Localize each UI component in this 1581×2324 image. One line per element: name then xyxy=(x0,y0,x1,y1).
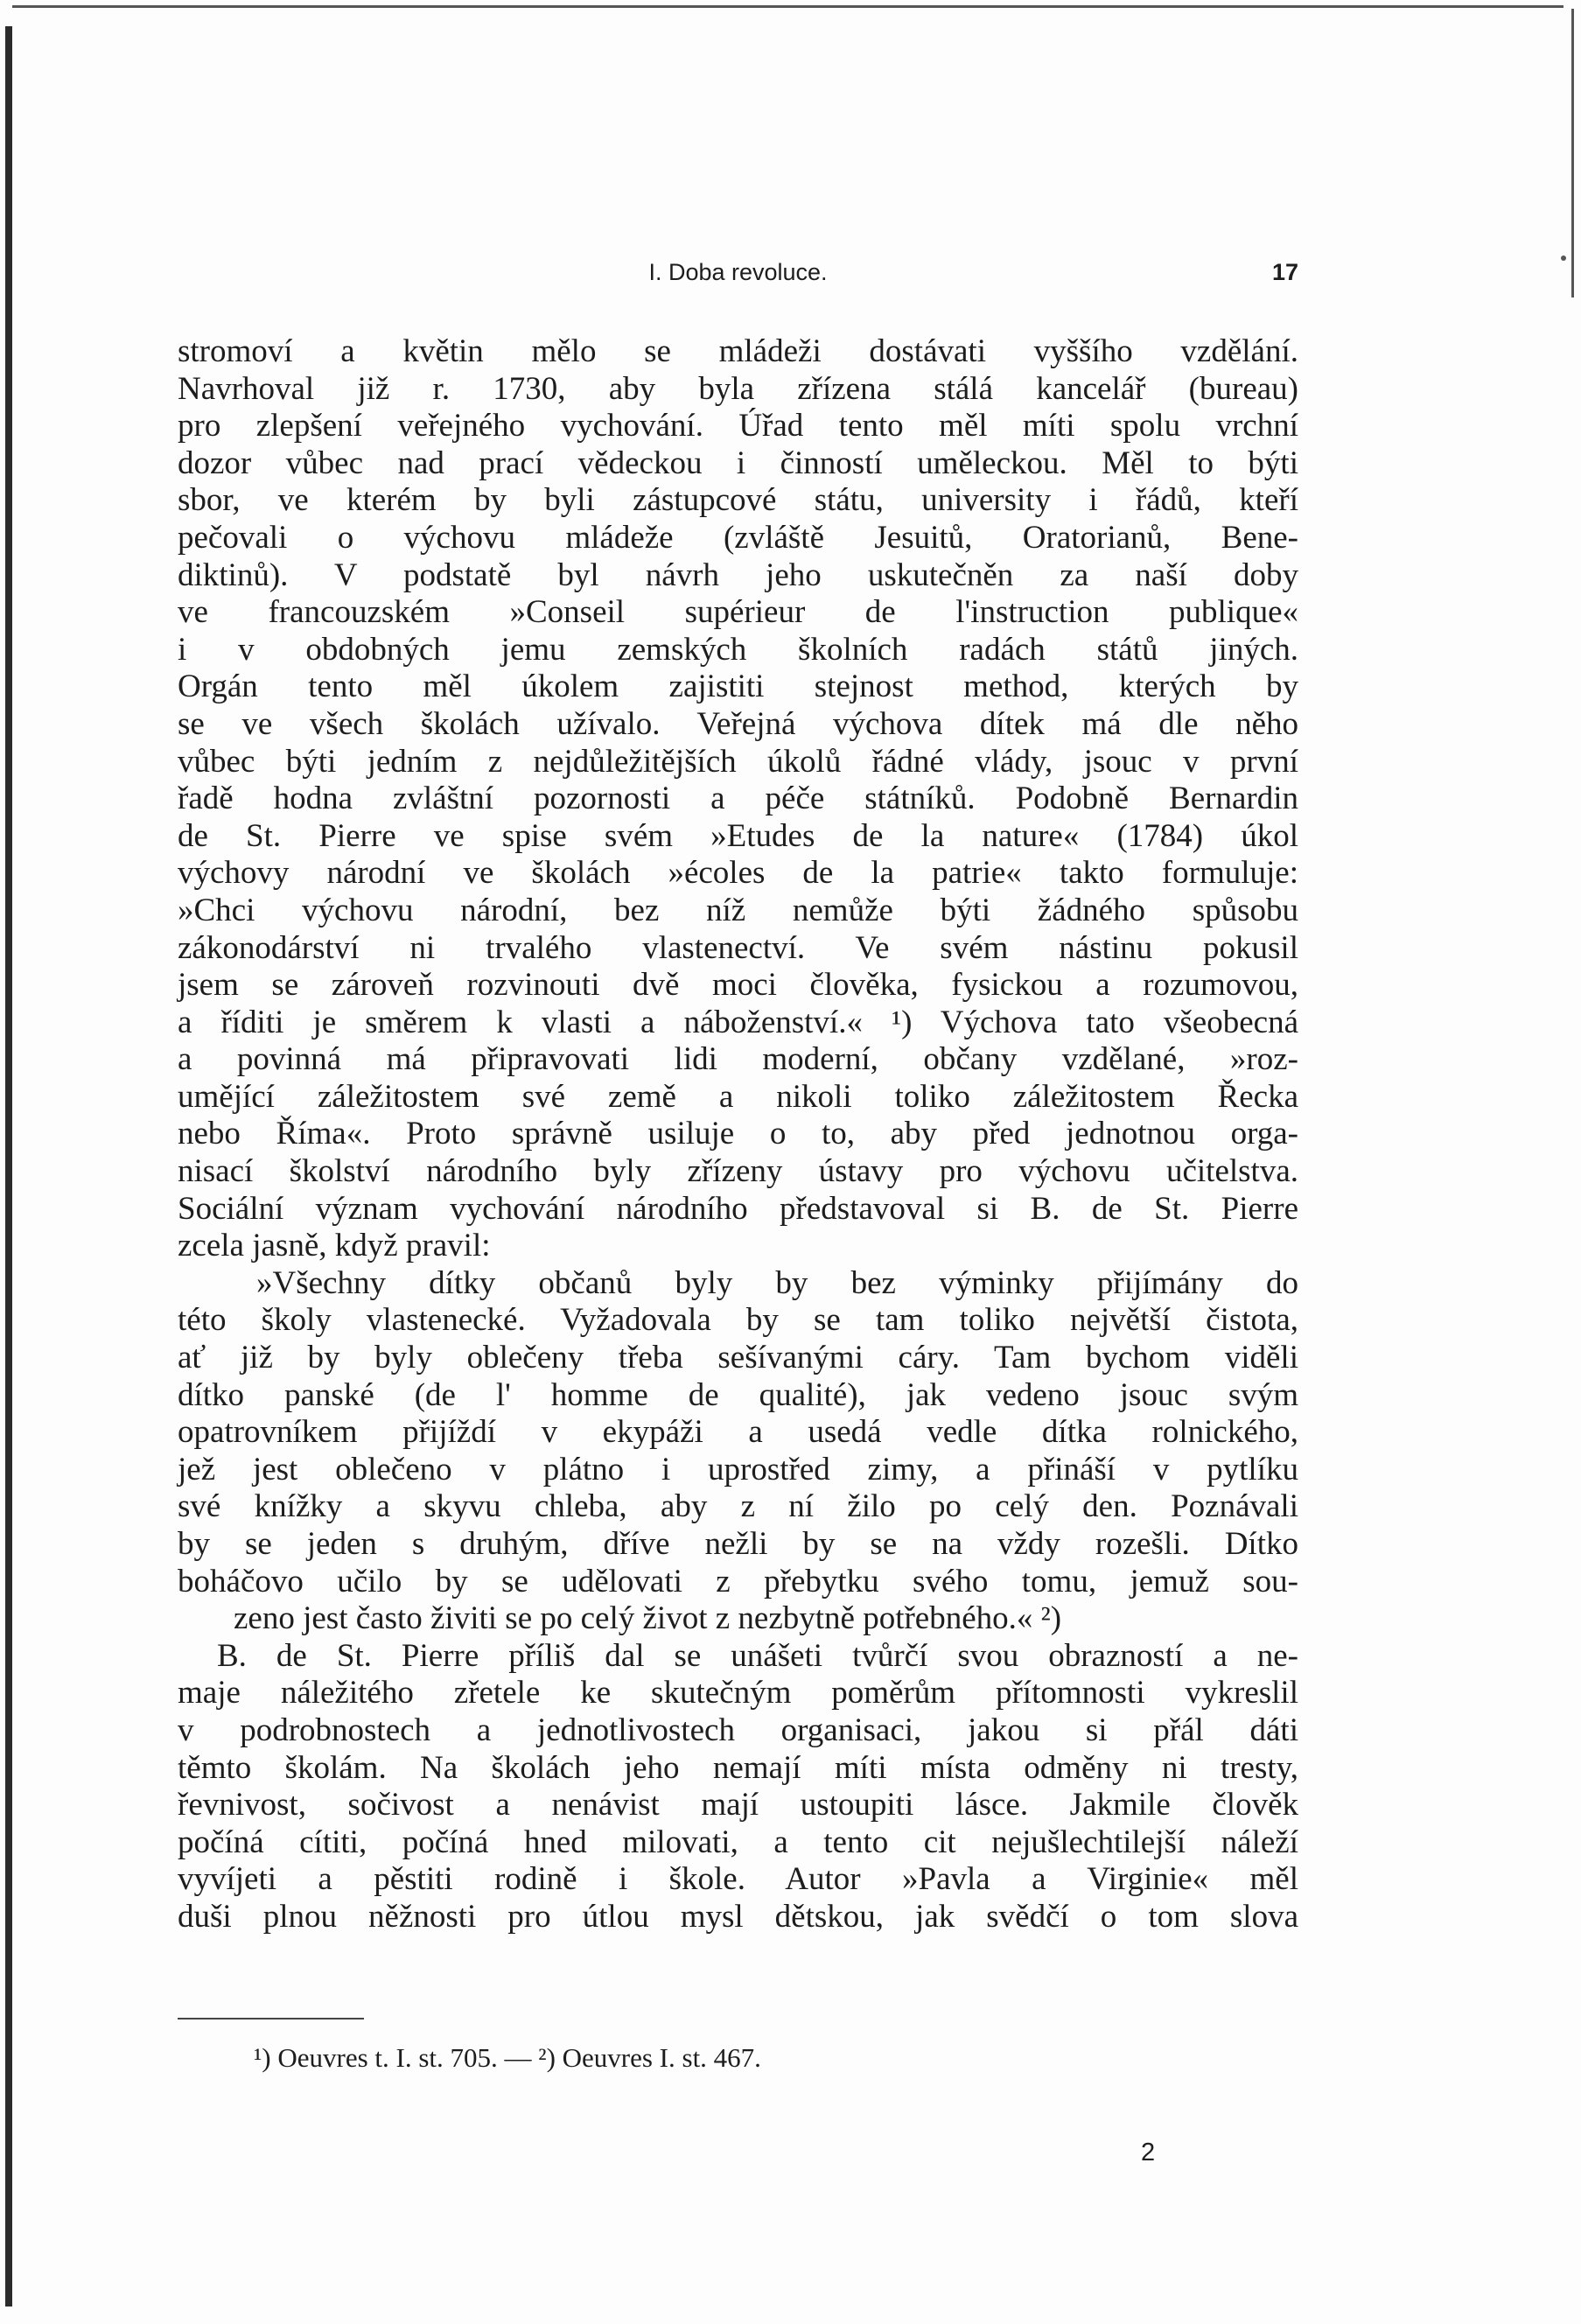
chapter-title: I. Doba revoluce. xyxy=(648,259,828,285)
text-line: sbor, ve kterém by byli zástupcové státu, university i řádů, kteří xyxy=(178,482,1298,519)
text-line: zeno jest často živiti se po celý život z nezbytně potřebného.« ²) xyxy=(234,1600,1062,1637)
text-line: v podrobnostech a jednotlivostech organisaci, jakou si přál dáti xyxy=(178,1712,1298,1748)
text-line: řadě hodna zvláštní pozornosti a péče státníků. Podobně Bernardin xyxy=(178,780,1298,817)
text-line: této školy vlastenecké. Vyžadovala by se tam toliko největší čistota, xyxy=(178,1302,1298,1339)
text-line: vůbec býti jedním z nejdůležitějších úkolů řádné vlády, jsouc v první xyxy=(178,743,1298,780)
text-line: pečovali o výchovu mládeže (zvláště Jesuitů, Oratorianů, Bene- xyxy=(178,519,1298,556)
text-line: počíná cítiti, počíná hned milovati, a tento cit nejušlechtilejší náleží xyxy=(178,1824,1298,1860)
text-line: Orgán tento měl úkolem zajistiti stejnost method, kterých by xyxy=(178,668,1298,705)
footnote-rule xyxy=(178,2018,364,2020)
scan-edge-top xyxy=(12,5,1564,8)
text-line: maje náležitého zřetele ke skutečným poměrům přítomnosti vykreslil xyxy=(178,1675,1298,1712)
text-line: se ve všech školách užívalo. Veřejná výchova dítek má dle něho xyxy=(178,705,1298,742)
text-line: výchovy národní ve školách »écoles de la patrie« takto formuluje: xyxy=(178,855,1298,892)
text-line: vyvíjeti a pěstiti rodině i škole. Autor »Pavla a Virginie« měl xyxy=(178,1861,1298,1898)
text-line: de St. Pierre ve spise svém »Etudes de la nature« (1784) úkol xyxy=(178,817,1298,854)
scan-speck xyxy=(1561,256,1566,261)
text-line: by se jeden s druhým, dříve nežli by se na vždy rozešli. Dítko xyxy=(178,1526,1298,1562)
text-line: i v obdobných jemu zemských školních radách států jiných. xyxy=(178,631,1298,668)
text-line: diktinů). V podstatě byl návrh jeho uskutečněn za naší doby xyxy=(178,556,1298,593)
text-line: ve francouzském »Conseil supérieur de l'instruction publique« xyxy=(178,594,1298,631)
text-line: Sociální význam vychování národního představoval si B. de St. Pierre xyxy=(178,1190,1298,1227)
text-line: dozor vůbec nad prací vědeckou i činností uměleckou. Měl to býti xyxy=(178,444,1298,481)
footnotes: ¹) Oeuvres t. I. st. 705. — ²) Oeuvres I. st. 467. xyxy=(254,2042,761,2073)
body-text xyxy=(178,333,1298,1936)
text-line: opatrovníkem přijíždí v ekypáži a usedá vedle dítka rolnického, xyxy=(178,1414,1298,1451)
text-line: těmto školám. Na školách jeho nemají míti místa odměny ni tresty, xyxy=(178,1749,1298,1786)
scan-edge-right xyxy=(1571,9,1574,298)
text-line: umějící záležitostem své země a nikoli toliko záležitostem Řecka xyxy=(178,1078,1298,1115)
text-line: nisací školství národního byly zřízeny ústavy pro výchovu učitelstva. xyxy=(178,1153,1298,1190)
text-line: své knížky a skyvu chleba, aby z ní žilo po celý den. Poznávali xyxy=(178,1488,1298,1525)
text-line: řevnivost, sočivost a nenávist mají ustoupiti lásce. Jakmile člověk xyxy=(178,1787,1298,1824)
text-line: »Všechny dítky občanů byly by bez výminky přijímány do xyxy=(256,1264,1298,1301)
text-line: Navrhoval již r. 1730, aby byla zřízena stálá kancelář (bureau) xyxy=(178,370,1298,407)
text-line: stromoví a květin mělo se mládeži dostávati vyššího vzdělání. xyxy=(178,333,1298,369)
text-line: zcela jasně, když pravil: xyxy=(178,1228,491,1264)
signature-mark: 2 xyxy=(1141,2138,1156,2166)
text-line: B. de St. Pierre příliš dal se unášeti tvůrčí svou obrazností a ne- xyxy=(217,1637,1298,1674)
scan-edge-left xyxy=(5,26,12,2306)
text-line: dítko panské (de l' homme de qualité), jak vedeno jsouc svým xyxy=(178,1376,1298,1413)
text-line: zákonodárství ni trvalého vlastenectví. Ve svém nástinu pokusil xyxy=(178,929,1298,966)
text-line: »Chci výchovu národní, bez níž nemůže býti žádného spůsobu xyxy=(178,892,1298,928)
text-line: a říditi je směrem k vlasti a náboženství.« ¹) Výchova tato všeobecná xyxy=(178,1004,1298,1040)
text-line: jež jest oblečeno v plátno i uprostřed zimy, a přináší v pytlíku xyxy=(178,1451,1298,1488)
text-line: boháčovo učilo by se udělovati z přebytku svého tomu, jemuž sou- xyxy=(178,1563,1298,1600)
text-line: duši plnou něžnosti pro útlou mysl dětskou, jak svědčí o tom slova xyxy=(178,1898,1298,1935)
page-number: 17 xyxy=(1271,259,1298,285)
text-line: nebo Říma«. Proto správně usiluje o to, aby před jednotnou orga- xyxy=(178,1116,1298,1152)
text-line: pro zlepšení veřejného vychování. Úřad tento měl míti spolu vrchní xyxy=(178,408,1298,444)
text-line: a povinná má připravovati lidi moderní, občany vzdělané, »roz- xyxy=(178,1041,1298,1078)
text-line: ať již by byly oblečeny třeba sešívanými cáry. Tam bychom viděli xyxy=(178,1340,1298,1376)
text-line: jsem se zároveň rozvinouti dvě moci člověka, fysickou a rozumovou, xyxy=(178,967,1298,1004)
